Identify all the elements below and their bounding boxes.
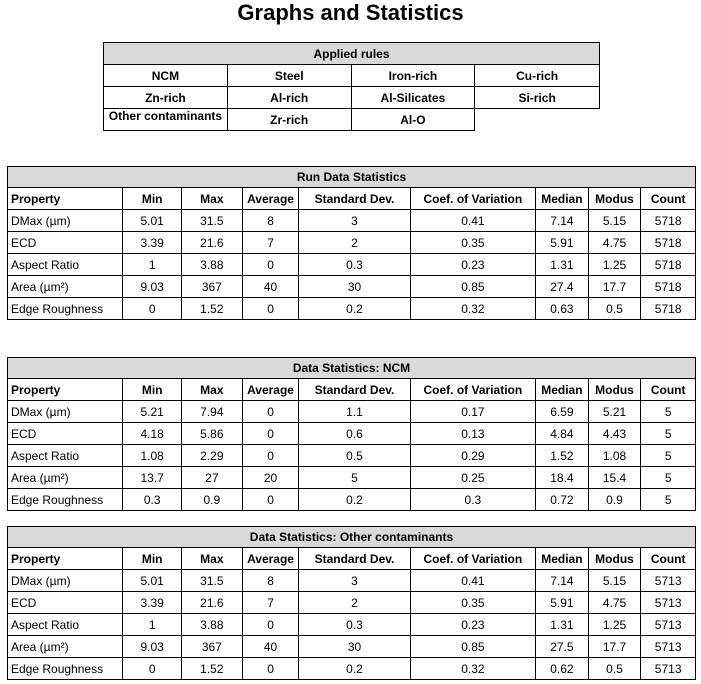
run-data-statistics-table <box>7 166 696 320</box>
value-cell: 5713 <box>641 592 696 614</box>
value-cell: 4.75 <box>588 592 641 614</box>
property-cell: ECD <box>8 232 123 254</box>
column-header: Count <box>641 379 696 401</box>
rule-cell-text: Other contaminants <box>108 109 223 123</box>
page-title: Graphs and Statistics <box>237 0 464 25</box>
value-cell: 0.3 <box>299 614 410 636</box>
value-cell: 7 <box>242 232 299 254</box>
value-cell: 0.41 <box>410 210 535 232</box>
property-cell: Area (µm²) <box>8 636 123 658</box>
column-header: Average <box>242 548 299 570</box>
value-cell: 5718 <box>641 276 696 298</box>
column-header: Modus <box>588 548 641 570</box>
column-header: Max <box>182 548 243 570</box>
value-cell: 5 <box>641 489 696 511</box>
column-header: Count <box>641 548 696 570</box>
value-cell: 5718 <box>641 298 696 320</box>
other-contaminants-statistics-table <box>7 526 696 680</box>
value-cell: 5718 <box>641 232 696 254</box>
table-row <box>8 298 696 320</box>
value-cell: 8 <box>242 570 299 592</box>
value-cell: 17.7 <box>588 636 641 658</box>
value-cell: 0 <box>242 401 299 423</box>
value-cell: 0.9 <box>588 489 641 511</box>
value-cell: 1.1 <box>299 401 410 423</box>
value-cell: 21.6 <box>182 232 243 254</box>
property-cell: ECD <box>8 592 123 614</box>
value-cell: 27.5 <box>536 636 589 658</box>
value-cell: 18.4 <box>536 467 589 489</box>
value-cell: 1.25 <box>588 254 641 276</box>
value-cell: 367 <box>182 276 243 298</box>
value-cell: 7.14 <box>536 210 589 232</box>
value-cell: 0.41 <box>410 570 535 592</box>
value-cell: 31.5 <box>182 210 243 232</box>
column-header: Property <box>8 188 123 210</box>
value-cell: 5.91 <box>536 232 589 254</box>
value-cell: 8 <box>242 210 299 232</box>
rule-cell-empty <box>475 109 600 131</box>
value-cell: 0 <box>242 445 299 467</box>
value-cell: 1.52 <box>536 445 589 467</box>
property-cell: Area (µm²) <box>8 467 123 489</box>
value-cell: 0 <box>242 254 299 276</box>
value-cell: 5 <box>641 467 696 489</box>
property-cell: Area (µm²) <box>8 276 123 298</box>
value-cell: 0 <box>242 423 299 445</box>
table-header-row <box>8 548 696 570</box>
value-cell: 5718 <box>641 210 696 232</box>
property-cell: DMax (µm) <box>8 210 123 232</box>
property-cell: ECD <box>8 423 123 445</box>
value-cell: 40 <box>242 276 299 298</box>
value-cell: 4.18 <box>123 423 182 445</box>
rule-cell: Zn-rich <box>104 87 228 109</box>
value-cell: 5.01 <box>123 210 182 232</box>
value-cell: 1.08 <box>588 445 641 467</box>
value-cell: 5718 <box>641 254 696 276</box>
value-cell: 3.39 <box>123 592 182 614</box>
column-header: Coef. of Variation <box>410 188 535 210</box>
value-cell: 0.9 <box>182 489 243 511</box>
value-cell: 0.5 <box>299 445 410 467</box>
value-cell: 367 <box>182 636 243 658</box>
column-header: Min <box>123 379 182 401</box>
property-cell: Edge Roughness <box>8 658 123 680</box>
column-header: Average <box>242 379 299 401</box>
value-cell: 5.21 <box>123 401 182 423</box>
value-cell: 0.72 <box>536 489 589 511</box>
column-header: Count <box>641 188 696 210</box>
value-cell: 2 <box>299 232 410 254</box>
value-cell: 13.7 <box>123 467 182 489</box>
value-cell: 0.25 <box>410 467 535 489</box>
value-cell: 5.15 <box>588 210 641 232</box>
table-caption: Run Data Statistics <box>8 167 696 188</box>
rule-cell: NCM <box>104 65 228 87</box>
table-row <box>8 570 696 592</box>
table-row <box>8 232 696 254</box>
value-cell: 0.32 <box>410 298 535 320</box>
value-cell: 5 <box>641 445 696 467</box>
rule-cell: Iron-rich <box>351 65 475 87</box>
ncm-statistics-table <box>7 357 696 511</box>
value-cell: 0.3 <box>410 489 535 511</box>
value-cell: 0.32 <box>410 658 535 680</box>
value-cell: 9.03 <box>123 276 182 298</box>
value-cell: 2 <box>299 592 410 614</box>
applied-rules-row <box>104 87 600 109</box>
value-cell: 30 <box>299 636 410 658</box>
table-row <box>8 276 696 298</box>
value-cell: 1.52 <box>182 658 243 680</box>
value-cell: 5713 <box>641 614 696 636</box>
column-header: Coef. of Variation <box>410 379 535 401</box>
applied-rules-caption: Applied rules <box>104 43 600 65</box>
table-row <box>8 445 696 467</box>
value-cell: 27 <box>182 467 243 489</box>
value-cell: 15.4 <box>588 467 641 489</box>
value-cell: 5.86 <box>182 423 243 445</box>
value-cell: 21.6 <box>182 592 243 614</box>
column-header: Modus <box>588 188 641 210</box>
column-header: Average <box>242 188 299 210</box>
value-cell: 40 <box>242 636 299 658</box>
property-cell: DMax (µm) <box>8 570 123 592</box>
table-row <box>8 254 696 276</box>
value-cell: 5713 <box>641 570 696 592</box>
value-cell: 27.4 <box>536 276 589 298</box>
value-cell: 6.59 <box>536 401 589 423</box>
value-cell: 31.5 <box>182 570 243 592</box>
applied-rules-table <box>103 42 600 131</box>
column-header: Max <box>182 188 243 210</box>
value-cell: 5 <box>299 467 410 489</box>
column-header: Median <box>536 548 589 570</box>
rule-cell: Al-rich <box>227 87 351 109</box>
value-cell: 0.85 <box>410 636 535 658</box>
value-cell: 0.13 <box>410 423 535 445</box>
value-cell: 2.29 <box>182 445 243 467</box>
value-cell: 17.7 <box>588 276 641 298</box>
value-cell: 5.91 <box>536 592 589 614</box>
rule-cell: Zr-rich <box>227 109 351 131</box>
property-cell: Aspect Ratio <box>8 614 123 636</box>
table-caption: Data Statistics: Other contaminants <box>8 527 696 548</box>
value-cell: 30 <box>299 276 410 298</box>
value-cell: 5 <box>641 401 696 423</box>
column-header: Coef. of Variation <box>410 548 535 570</box>
value-cell: 0.23 <box>410 254 535 276</box>
property-cell: Edge Roughness <box>8 489 123 511</box>
table-row <box>8 658 696 680</box>
value-cell: 1.25 <box>588 614 641 636</box>
value-cell: 5713 <box>641 658 696 680</box>
value-cell: 1.08 <box>123 445 182 467</box>
rule-cell <box>104 109 228 131</box>
value-cell: 0.35 <box>410 232 535 254</box>
value-cell: 5 <box>641 423 696 445</box>
value-cell: 0.23 <box>410 614 535 636</box>
value-cell: 0 <box>123 658 182 680</box>
applied-rules-row <box>104 109 600 131</box>
value-cell: 0.3 <box>299 254 410 276</box>
column-header: Property <box>8 379 123 401</box>
value-cell: 9.03 <box>123 636 182 658</box>
value-cell: 0.62 <box>536 658 589 680</box>
rule-cell: Al-Silicates <box>351 87 475 109</box>
value-cell: 20 <box>242 467 299 489</box>
value-cell: 1 <box>123 254 182 276</box>
value-cell: 3 <box>299 210 410 232</box>
column-header: Max <box>182 379 243 401</box>
table-row <box>8 401 696 423</box>
value-cell: 0 <box>242 614 299 636</box>
table-row <box>8 210 696 232</box>
value-cell: 7.14 <box>536 570 589 592</box>
value-cell: 0 <box>242 489 299 511</box>
column-header: Standard Dev. <box>299 548 410 570</box>
value-cell: 1 <box>123 614 182 636</box>
value-cell: 0.85 <box>410 276 535 298</box>
value-cell: 5.01 <box>123 570 182 592</box>
value-cell: 1.52 <box>182 298 243 320</box>
column-header: Property <box>8 548 123 570</box>
rule-cell: Steel <box>227 65 351 87</box>
value-cell: 4.43 <box>588 423 641 445</box>
property-cell: Aspect Ratio <box>8 445 123 467</box>
value-cell: 0.2 <box>299 658 410 680</box>
table-row <box>8 489 696 511</box>
value-cell: 0.63 <box>536 298 589 320</box>
value-cell: 1.31 <box>536 254 589 276</box>
table-row <box>8 614 696 636</box>
value-cell: 0.17 <box>410 401 535 423</box>
value-cell: 1.31 <box>536 614 589 636</box>
column-header: Median <box>536 379 589 401</box>
applied-rules-row <box>104 65 600 87</box>
value-cell: 0.6 <box>299 423 410 445</box>
table-header-row <box>8 379 696 401</box>
value-cell: 0.29 <box>410 445 535 467</box>
value-cell: 7.94 <box>182 401 243 423</box>
value-cell: 4.75 <box>588 232 641 254</box>
table-row <box>8 423 696 445</box>
column-header: Median <box>536 188 589 210</box>
table-caption: Data Statistics: NCM <box>8 358 696 379</box>
value-cell: 0.2 <box>299 489 410 511</box>
value-cell: 0.3 <box>123 489 182 511</box>
value-cell: 0 <box>242 658 299 680</box>
value-cell: 3.88 <box>182 254 243 276</box>
value-cell: 5.15 <box>588 570 641 592</box>
value-cell: 5.21 <box>588 401 641 423</box>
column-header: Standard Dev. <box>299 379 410 401</box>
value-cell: 0.2 <box>299 298 410 320</box>
value-cell: 3.39 <box>123 232 182 254</box>
property-cell: Aspect Ratio <box>8 254 123 276</box>
value-cell: 0 <box>242 298 299 320</box>
rule-cell: Cu-rich <box>475 65 600 87</box>
property-cell: Edge Roughness <box>8 298 123 320</box>
value-cell: 3 <box>299 570 410 592</box>
value-cell: 0.35 <box>410 592 535 614</box>
table-row <box>8 467 696 489</box>
value-cell: 0 <box>123 298 182 320</box>
column-header: Modus <box>588 379 641 401</box>
property-cell: DMax (µm) <box>8 401 123 423</box>
table-row <box>8 636 696 658</box>
rule-cell: Al-O <box>351 109 475 131</box>
value-cell: 7 <box>242 592 299 614</box>
value-cell: 4.84 <box>536 423 589 445</box>
rule-cell: Si-rich <box>475 87 600 109</box>
column-header: Min <box>123 548 182 570</box>
column-header: Min <box>123 188 182 210</box>
table-header-row <box>8 188 696 210</box>
value-cell: 0.5 <box>588 658 641 680</box>
value-cell: 0.5 <box>588 298 641 320</box>
table-row <box>8 592 696 614</box>
value-cell: 5713 <box>641 636 696 658</box>
value-cell: 3.88 <box>182 614 243 636</box>
column-header: Standard Dev. <box>299 188 410 210</box>
